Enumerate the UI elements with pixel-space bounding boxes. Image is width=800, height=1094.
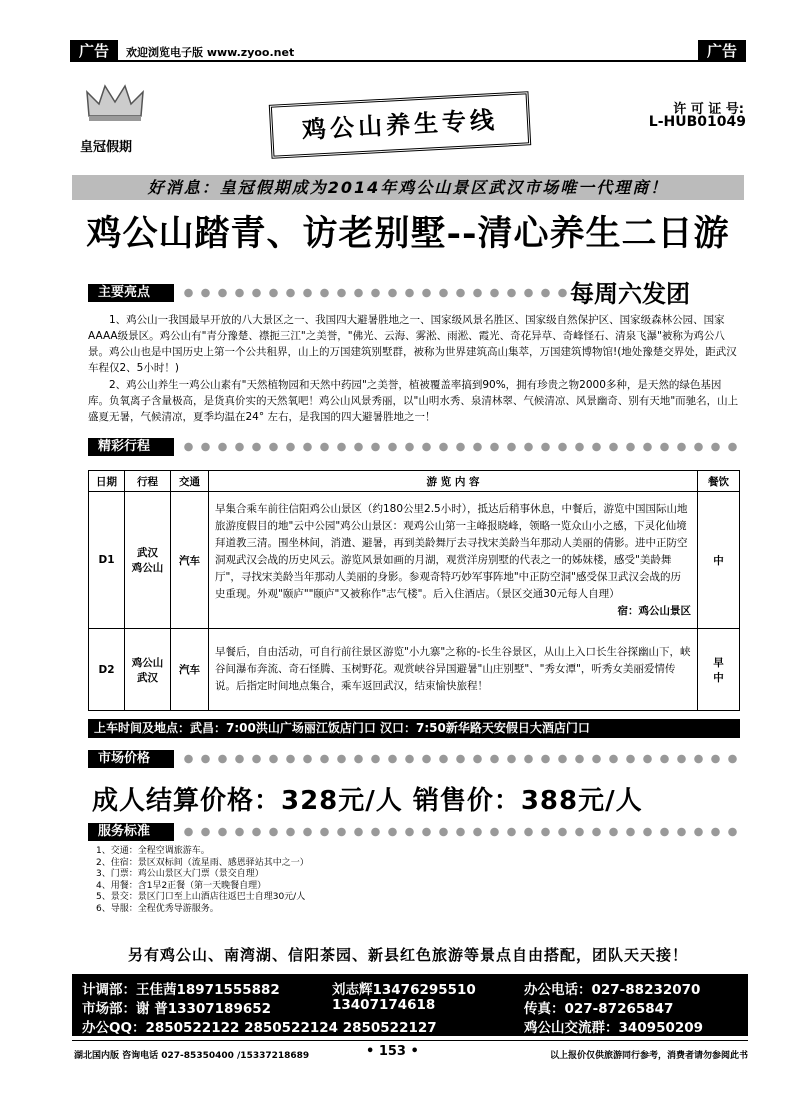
section-dots [180,440,740,454]
list-item: 2、住宿：景区双标间（流星雨、感恩驿站其中之一） [96,857,309,868]
list-item: 5、景交：景区门口至上山酒店往返巴士自理30元/人 [96,892,306,902]
col-date: 日期 [89,471,125,492]
license-number: L-HUB01049 [648,114,746,130]
route-cell: 武汉 鸡公山 [125,492,171,629]
list-item: 4、用餐：含1早2正餐（第一天晚餐自理） [96,880,267,891]
ad-tag-left: 广告 [70,40,118,62]
day-cell: D1 [89,492,125,629]
contact-r1b: 刘志辉13476295510 [332,982,476,998]
transport-cell: 汽车 [171,492,209,629]
page-title: 鸡公山踏青、访老别墅--清心养生二日游 [86,213,730,254]
list-item: 1、交通：全程空调旅游车。 [96,846,210,856]
meal-cell: 中 [698,492,740,629]
contact-r2a: 市场部：谢 普13307189652 [82,1001,272,1017]
transport-cell: 汽车 [171,629,209,711]
content-text: 早集合乘车前往信阳鸡公山景区（约180公里2.5小时），抵达后稍事休息，中餐后，游览中国国际山地旅游度假目的地"云中公园"鸡公山景区：观鸡公山第一主峰报晓峰，领略一览众山小之感，下灵化仙境拜道教三清。围坐林间，消遣、避暑，再到美龄舞厅去寻找宋美龄当年那动人美丽的倩影。进中正防空洞观武汉会战的历史风云。游览风景如画的月湖，观赏洋房别墅的代表之一的姊妹楼，感受"美龄舞厅"，寻找宋美龄当年那动人美丽的身影。参观奇特巧妙军事阵地"中正防空洞"感受保卫武汉会战的历史重现。外观"颐庐""颐庐"又被称作"志气楼"。后入住酒店。（景区交通30元每人自理） [215,502,688,600]
meal-cell: 早 中 [698,629,740,711]
table-row [89,629,740,711]
footer-left: 湖北国内版 咨询电话 027-85350400 /15337218689 [74,1051,310,1061]
table-row [89,492,740,629]
contact-r3a: 办公QQ：2850522122 2850522124 2850522127 [82,1020,437,1036]
highlight-paragraph-1: 1、鸡公山一我国最早开放的八大景区之一、我国四大避暑胜地之一、国家级风景名胜区、国家级自然保护区、国家级森林公园、国家AAAA级景区。鸡公山有"青分豫楚、襟扼三江"之美誉，"佛光、云海、雾淞、雨淞、霞光、奇花异草、奇峰怪石、清泉飞瀑"被称为鸡公八景。鸡公山也是中国历史上第一个公共租界，山上的万国建筑别墅群，被称为世界建筑高山集萃，万国建筑博物馆!(地处豫楚交界处，距武汉车程仅2、5小时！) [88,314,737,374]
section-dots [180,825,740,839]
itinerary-table [88,470,740,711]
stay-text: 宿：鸡公山景区 [617,604,691,617]
line-title-banner [269,91,531,159]
weekly-departure: 每周六发团 [570,279,690,308]
license-label: 许 可 证 号: [673,102,744,117]
contact-r1c: 办公电话：027-88232070 [524,982,701,998]
extra-options: 另有鸡公山、南湾湖、信阳茶园、新县红色旅游等景点自由搭配，团队天天接！ [127,946,688,964]
content-cell: 早餐后，自由活动，可自行前往景区游览"小九寨"之称的-长生谷景区，从山上入口长生谷探幽山下，峡谷间瀑布奔流、奇石怪腾、玉树野花。观赏峡谷异国避暑"山庄别墅"、"秀女潭"，听秀女美丽爱情传说。后指定时间地点集合，乘车返回武汉，结束愉快旅程！ [209,629,698,711]
table-header-row [89,471,740,492]
list-item: 6、导服：全程优秀导游服务。 [96,903,219,914]
market-price-header: 市场价格 [88,750,174,768]
col-route: 行程 [125,471,171,492]
price-line: 成人结算价格：328元/人 销售价：388元/人 [92,786,643,816]
site-link[interactable]: 欢迎浏览电子版 www.zyoo.net [126,46,295,59]
section-dots [180,752,740,766]
contact-panel [72,974,748,1036]
col-content: 游 览 内 容 [209,471,698,492]
contact-r2b: 13407174618 [332,997,436,1013]
boarding-info: 上车时间及地点：武昌：7:00洪山广场丽江饭店门口 汉口：7:50新华路天安假日大酒店门口 [88,719,740,738]
footer-divider [72,1040,748,1041]
brand-name: 皇冠假期 [80,140,133,155]
content-cell [209,492,698,629]
itinerary-header: 精彩行程 [88,438,174,456]
list-item: 3、门票：鸡公山景区大门票（景交自理） [96,869,264,879]
section-dots [180,286,570,300]
ad-tag-right: 广告 [698,40,746,62]
contact-r3b: 鸡公山交流群：340950209 [524,1020,704,1036]
crown-logo-icon [85,82,145,122]
route-cell: 鸡公山 武汉 [125,629,171,711]
contact-r1a: 计调部：王佳茜18971555882 [82,982,280,998]
service-list [96,846,496,915]
page-number: • 153 • [366,1044,419,1059]
col-meal: 餐饮 [698,471,740,492]
footer-right: 以上报价仅供旅游同行参考，消费者请勿参阅此书 [549,1051,748,1061]
col-transport: 交通 [171,471,209,492]
highlights-header: 主要亮点 [88,284,174,302]
contact-r2c: 传真：027-87265847 [524,1001,674,1017]
service-header: 服务标准 [88,823,174,841]
day-cell: D2 [89,629,125,711]
line-title: 鸡公山养生专线 [301,104,499,145]
news-banner: 好消息：皇冠假期成为2014年鸡公山景区武汉市场唯一代理商！ [72,175,744,200]
highlight-paragraph-2: 2、鸡公山养生一鸡公山素有"天然植物园和天然中药园"之美誉，植被覆盖率搞到90%，拥有珍贵之物2000多种，是天然的绿色基因库。负氧离子含量极高，是货真价实的天然氧吧！鸡公山风景秀丽，以"山明水秀、泉清林翠、气候清凉、风景幽奇、别有天地"而驰名，山上盛夏无暑，气候清凉，夏季均温在24° 左右，是我国的四大避暑胜地之一！ [88,379,739,423]
